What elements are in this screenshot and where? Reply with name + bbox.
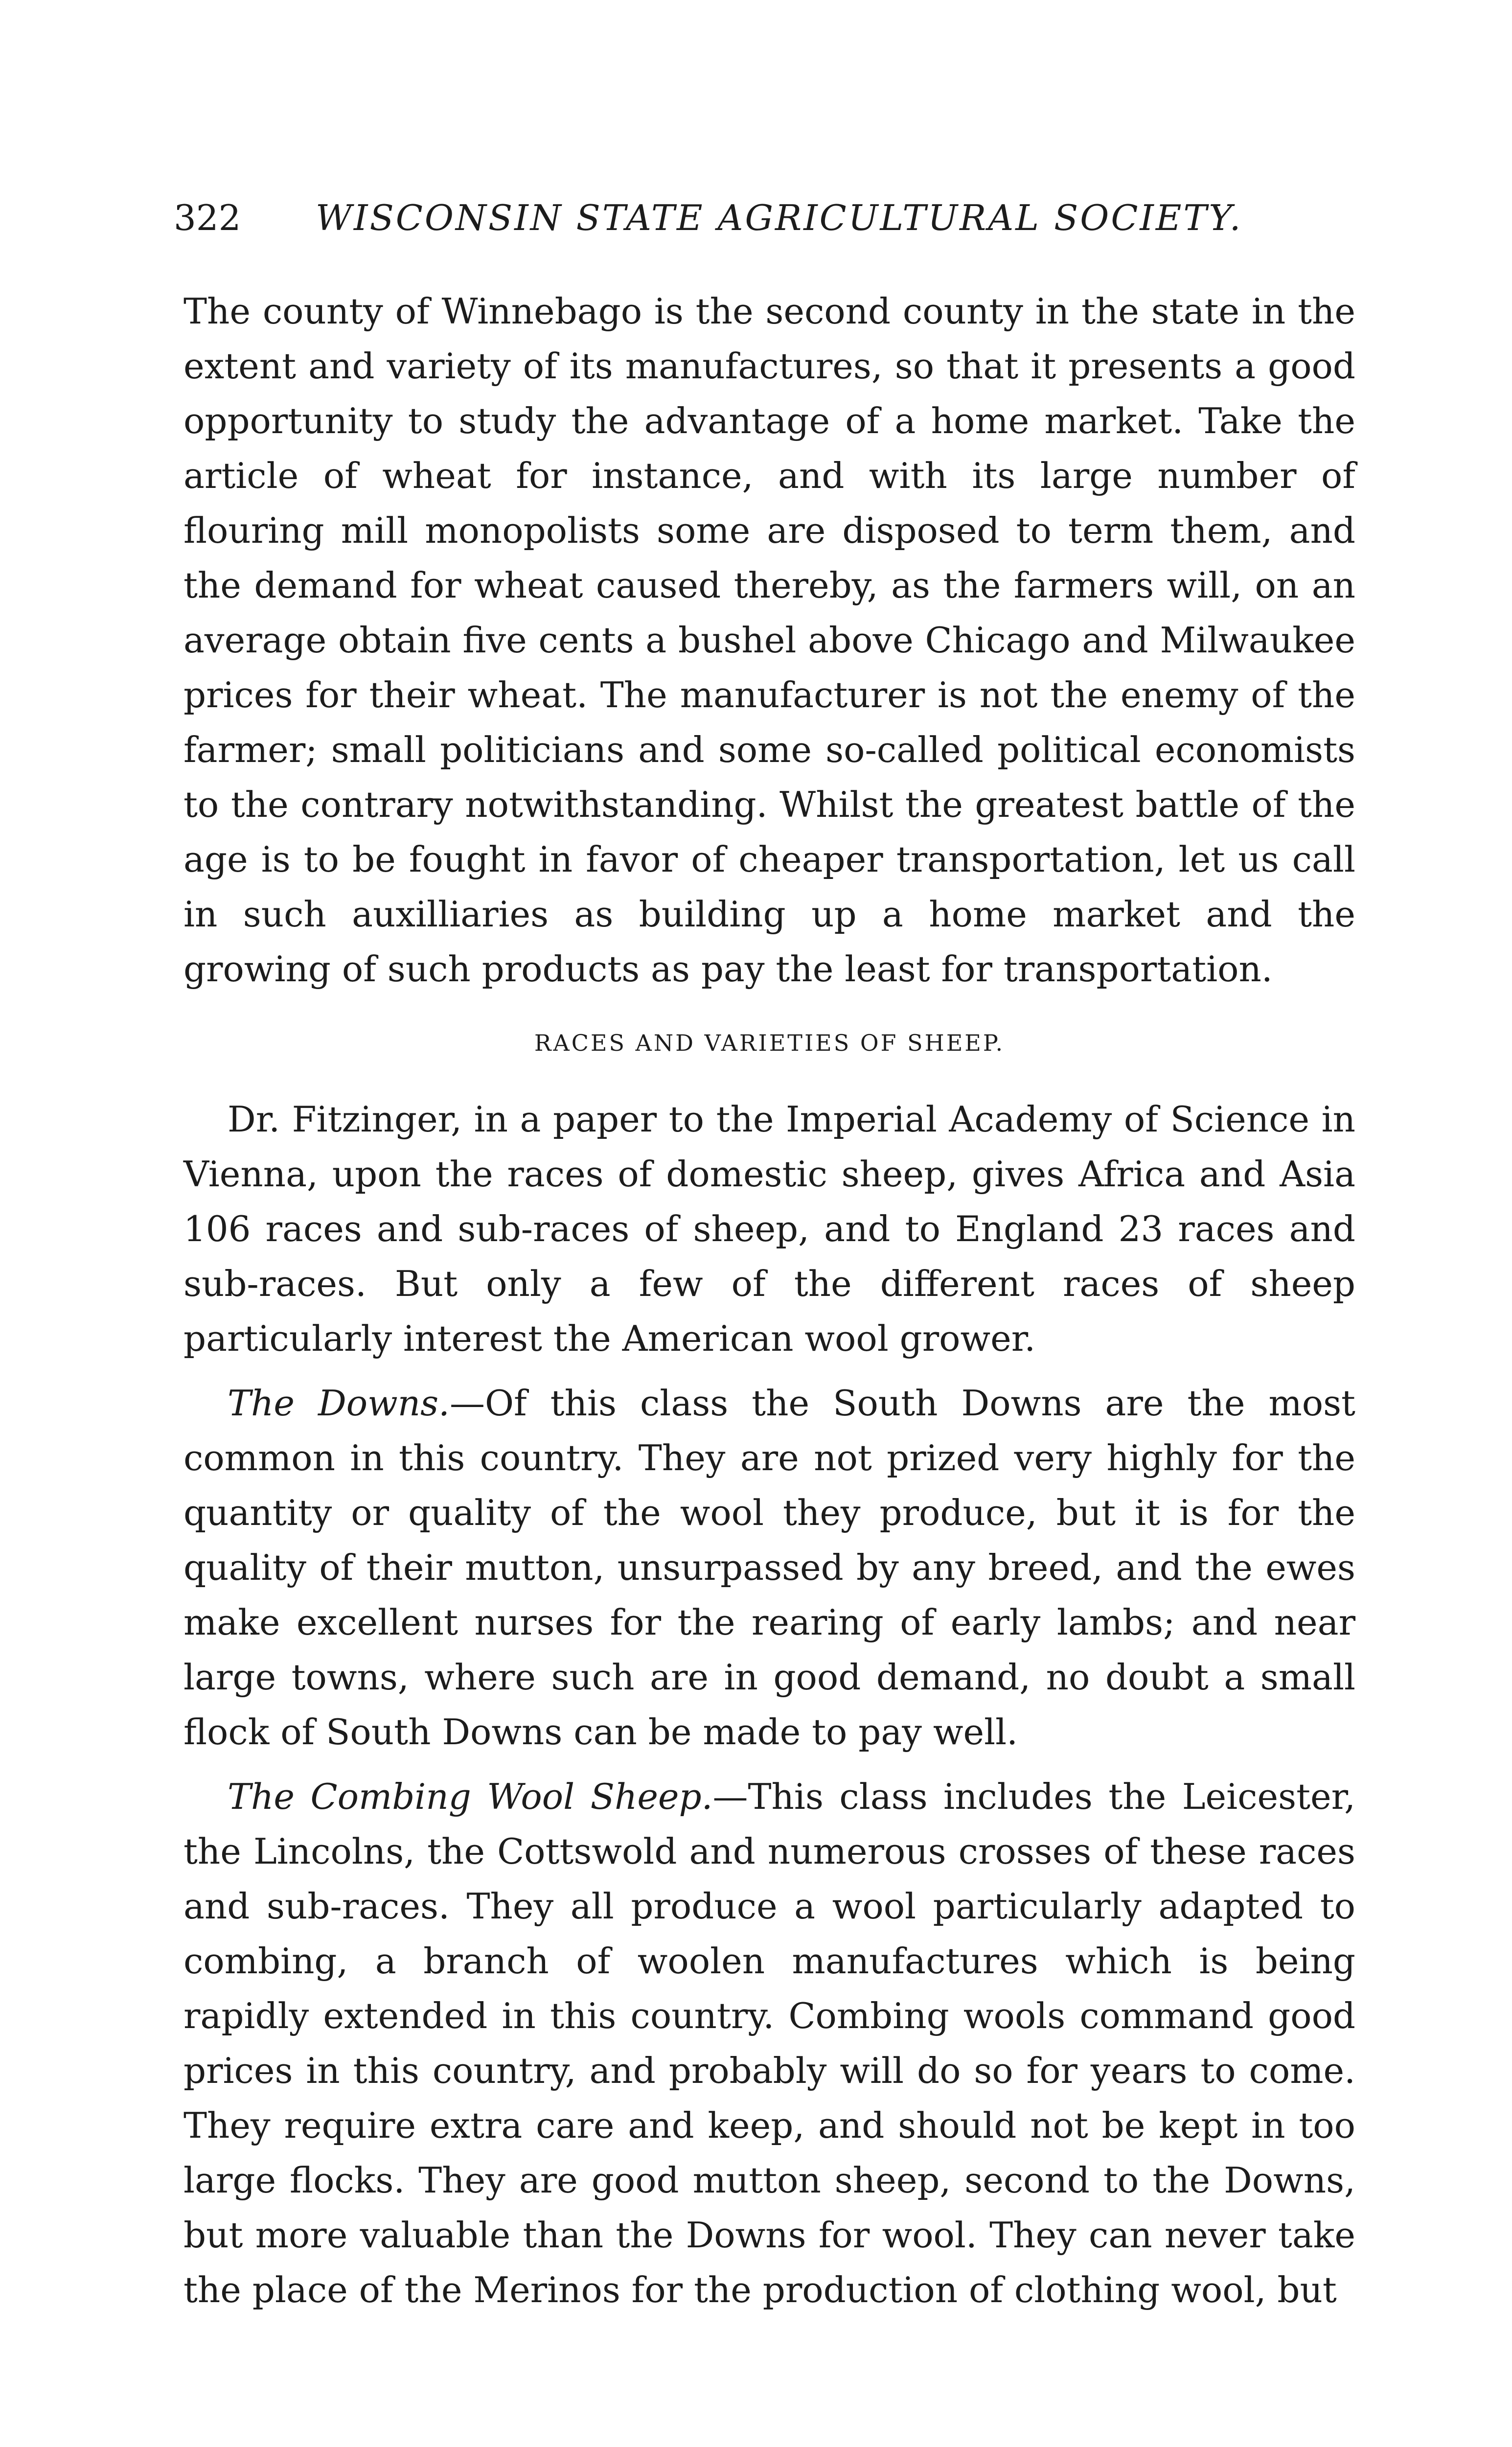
combing-wool-text: —This class includes the Leicester, the Lincolns, the Cottswold and numerous crosses of these races and sub-races. They all produce a wool particularly adapted to combing, a branch of woolen manufactures which is being rapidly extended in this country. Combing wools command good prices in this country, and probably will do so for years to come. They require extra care and keep, and should not be kept in too large flocks. They are good mutton sheep, second to the Downs, but more valuable than the Downs for wool. They can never take the place of the Merinos for the production of clothing wool, but [183, 1776, 1355, 2310]
paragraph-downs [183, 1376, 1355, 1759]
page-number: 322 [174, 197, 241, 238]
paragraph-fitzinger: Dr. Fitzinger, in a paper to the Imperial Academy of Science in Vienna, upon the races of domestic sheep, gives Africa and Asia 106 races and sub-races of sheep, and to England 23 races and sub-races. But only a few of the different races of sheep particularly interest the American wool grower. [183, 1099, 1355, 1359]
downs-lead: The Downs. [228, 1383, 450, 1424]
body-text [183, 284, 1355, 2317]
running-title: WISCONSIN STATE AGRICULTURAL SOCIETY. [316, 197, 1243, 238]
paragraph-combing-wool [183, 1769, 1355, 2317]
page-header [174, 196, 1289, 240]
paragraph-winnebago: The county of Winnebago is the second county in the state in the extent and variety of its manufactures, so that it presents a good opportunity to study the advantage of a home market. Take the article of wheat for instance, and with its large number of flouring mill monopolists some are disposed to term them, and the demand for wheat caused thereby, as the farmers will, on an average obtain five cents a bushel above Chicago and Milwaukee prices for their wheat. The manufacturer is not the enemy of the farmer; small politicians and some so-called political economists to the contrary notwithstanding. Whilst the greatest battle of the age is to be fought in favor of cheaper transportation, let us call in such auxilliaries as building up a home market and the growing of such products as pay the least for transportation. [183, 291, 1355, 990]
section-heading: RACES AND VARIETIES OF SHEEP. [534, 1030, 1005, 1056]
combing-wool-lead: The Combing Wool Sheep. [228, 1776, 713, 1817]
downs-text: —Of this class the South Downs are the most common in this country. They are not prized very highly for the quantity or quality of the wool they produce, but it is for the quality of their mutton, unsurpassed by any breed, and the ewes make excellent nurses for the rearing of early lambs; and near large towns, where such are in good demand, no doubt a small flock of South Downs can be made to pay well. [183, 1383, 1355, 1753]
